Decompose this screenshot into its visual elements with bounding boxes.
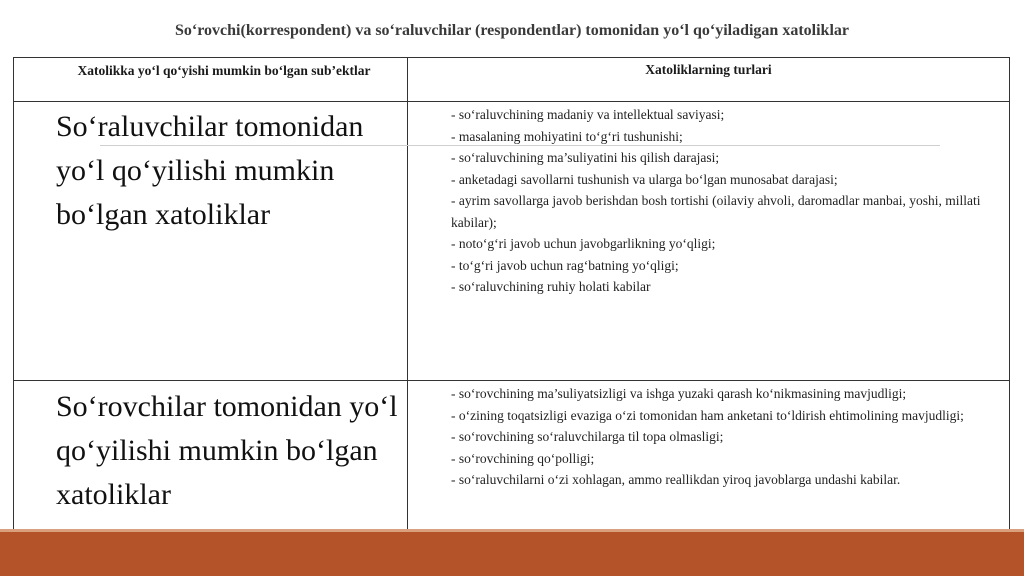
list-item: - so‘rovchining qo‘polligi;: [451, 450, 595, 466]
header-divider: [14, 101, 1009, 102]
column-divider: [407, 58, 408, 565]
footer-bar: [0, 532, 1024, 576]
row-divider: [14, 380, 1009, 381]
decorative-line: [100, 145, 940, 146]
row-1-subject: So‘raluvchilar tomonidan yo‘l qo‘yilishi mumkin bo‘lgan xatoliklar: [56, 110, 364, 231]
list-item: - so‘rovchining ma’suliyatsizligi va ishga yuzaki qarash ko‘nikmasining mavjudligi;: [451, 386, 907, 401]
row-1-errors: [451, 104, 991, 298]
row-2-errors: [451, 383, 991, 491]
list-item: - anketadagi savollarni tushunish va ularga bo‘lgan munosabat darajasi;: [451, 171, 838, 187]
list-item: - so‘raluvchining madaniy va intellektual saviyasi;: [451, 107, 725, 122]
list-item: - masalaning mohiyatini to‘g‘ri tushunishi;: [451, 128, 683, 144]
header-error-types: Xatoliklarning turlari: [645, 62, 772, 77]
errors-table: [13, 57, 1010, 566]
list-item: - so‘raluvchining ma’suliyatini his qilish darajasi;: [451, 150, 720, 165]
list-item: - to‘g‘ri javob uchun rag‘batning yo‘qligi;: [451, 257, 679, 273]
list-item: - ayrim savollarga javob berishdan bosh tortishi (oilaviy ahvoli, daromadlar manbai, yoshi, millati kabilar);: [451, 193, 981, 230]
list-item: - so‘raluvchilarni o‘zi xohlagan, ammo reallikdan yiroq javoblarga undashi kabilar.: [451, 472, 901, 487]
list-item: - so‘rovchining so‘raluvchilarga til topa olmasligi;: [451, 429, 724, 444]
row-2-subject: So‘rovchilar tomonidan yo‘l qo‘yilishi mumkin bo‘lgan xatoliklar: [56, 390, 398, 511]
list-item: - noto‘g‘ri javob uchun javobgarlikning yo‘qligi;: [451, 236, 716, 251]
header-subjects: Xatolikka yo‘l qo‘yishi mumkin bo‘lgan sub’ektlar: [77, 63, 371, 78]
slide-title: So‘rovchi(korrespondent) va so‘raluvchilar (respondentlar) tomonidan yo‘l qo‘yiladigan xatoliklar: [175, 22, 849, 39]
list-item: - o‘zining toqatsizligi evaziga o‘zi tomonidan ham anketani to‘ldirish ehtimolining mavjudligi;: [451, 407, 964, 423]
list-item: - so‘raluvchining ruhiy holati kabilar: [451, 279, 651, 294]
